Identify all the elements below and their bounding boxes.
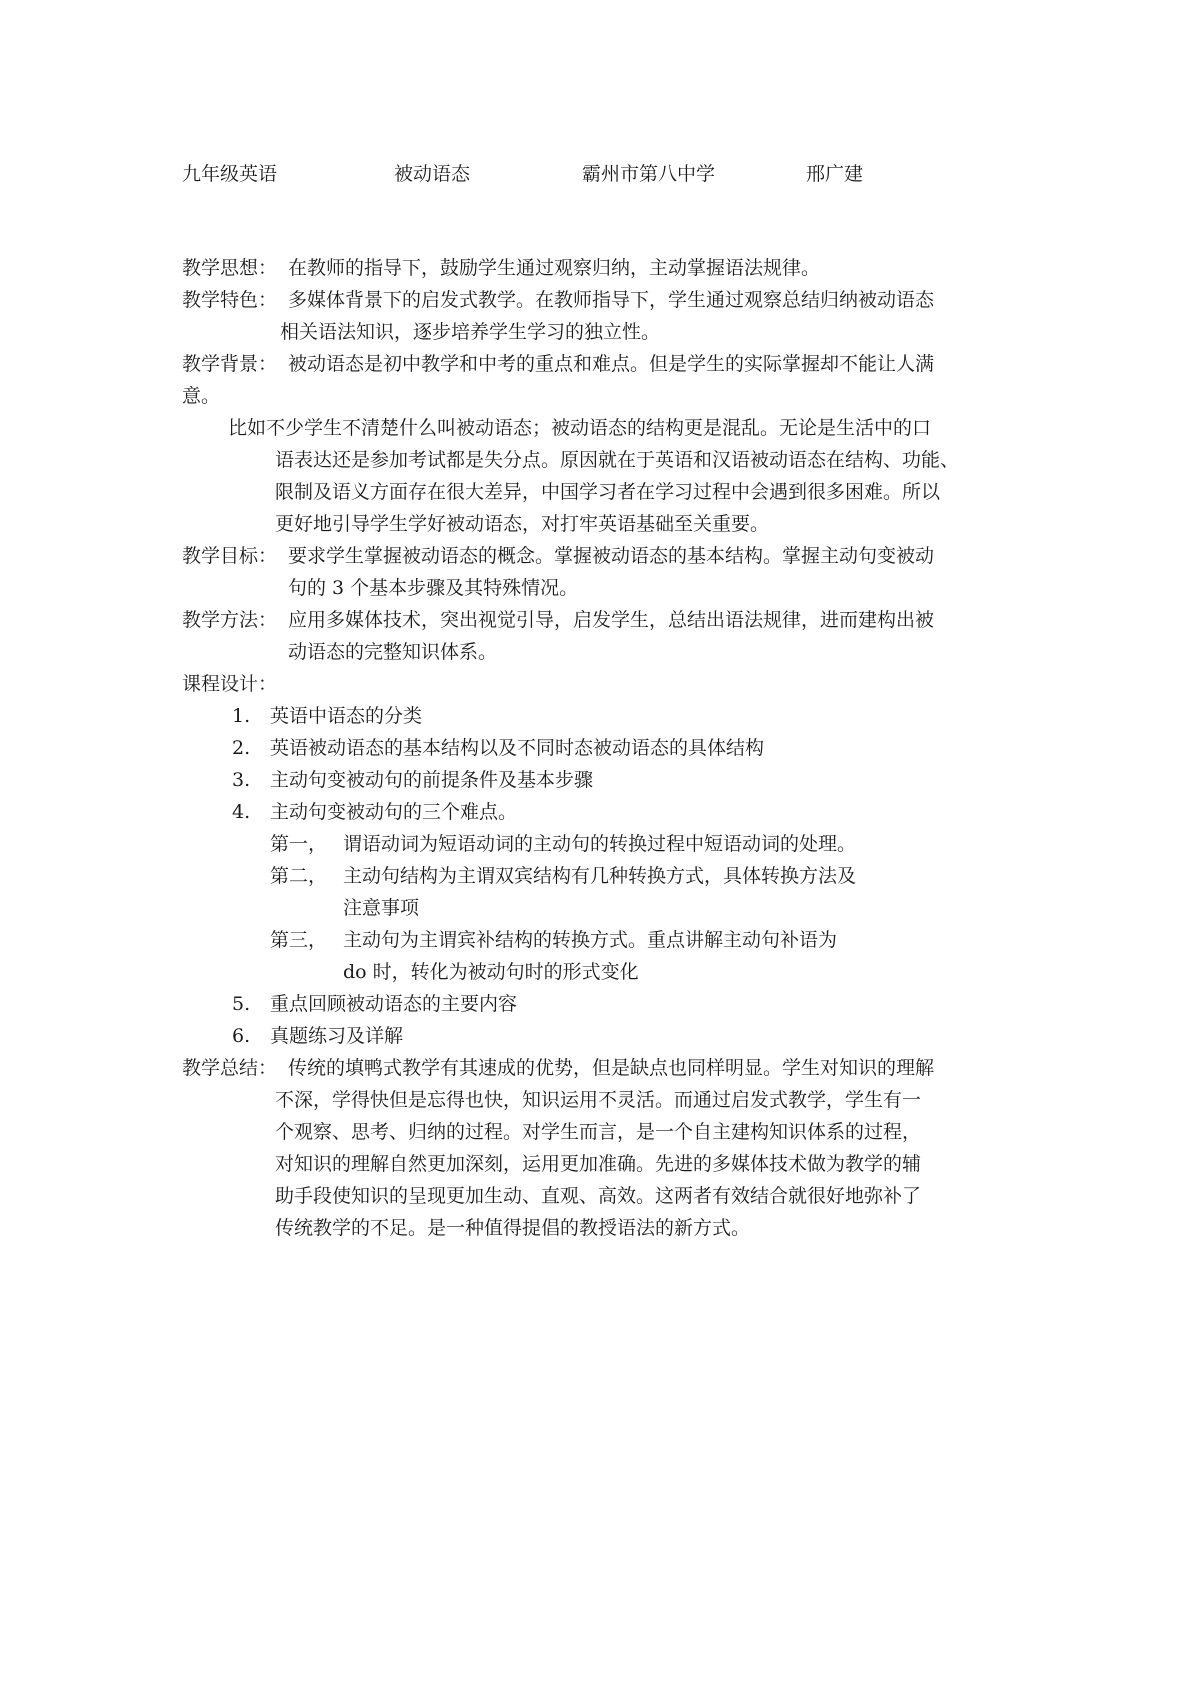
section-design <box>182 668 277 700</box>
section-label: 教学目标： <box>182 545 278 567</box>
list-item-number: 6. <box>232 1025 251 1047</box>
section-goal <box>182 540 934 572</box>
sub-item: 主动句为主谓宾补结构的转换方式。重点讲解主动句补语为 <box>343 929 838 951</box>
list-item: 英语被动语态的基本结构以及不同时态被动语态的具体结构 <box>270 737 765 759</box>
section-text: 更好地引导学生学好被动语态，对打牢英语基础至关重要。 <box>275 513 770 535</box>
section-text: 被动语态是初中教学和中考的重点和难点。但是学生的实际掌握却不能让人满 <box>288 353 935 375</box>
section-text: 传统的填鸭式教学有其速成的优势，但是缺点也同样明显。学生对知识的理解 <box>288 1057 935 1079</box>
section-method <box>182 604 934 636</box>
section-summary <box>182 1052 934 1084</box>
sub-item: 注意事项 <box>343 897 420 919</box>
section-idea <box>182 252 820 284</box>
section-text: 传统教学的不足。是一种值得提倡的教授语法的新方式。 <box>275 1217 751 1239</box>
section-text: 对知识的理解自然更加深刻，运用更加准确。先进的多媒体技术做为教学的辅 <box>275 1153 922 1175</box>
section-text: 多媒体背景下的启发式教学。在教师指导下，学生通过观察总结归纳被动语态 <box>288 289 935 311</box>
list-item-number: 5. <box>232 993 251 1015</box>
section-text: 应用多媒体技术，突出视觉引导，启发学生，总结出语法规律，进而建构出被 <box>288 609 935 631</box>
sub-item: 谓语动词为短语动词的主动句的转换过程中短语动词的处理。 <box>343 833 857 855</box>
list-item: 重点回顾被动语态的主要内容 <box>270 993 518 1015</box>
section-text: 语表达还是参加考试都是失分点。原因就在于英语和汉语被动语态在结构、功能、 <box>275 449 960 471</box>
section-label: 教学总结： <box>182 1057 278 1079</box>
section-text: 意。 <box>182 385 221 407</box>
list-item-number: 4. <box>232 801 251 823</box>
list-item: 主动句变被动句的前提条件及基本步骤 <box>270 769 594 791</box>
section-label: 教学方法： <box>182 609 278 631</box>
list-item-number: 3. <box>232 769 251 791</box>
list-item: 真题练习及详解 <box>270 1025 404 1047</box>
header-subject: 九年级英语 <box>182 163 278 185</box>
section-text: 在教师的指导下，鼓励学生通过观察归纳，主动掌握语法规律。 <box>288 257 821 279</box>
header-teacher: 邢广建 <box>806 163 864 185</box>
sub-item-number: 第三， <box>270 929 328 951</box>
list-item-number: 2. <box>232 737 251 759</box>
section-background <box>182 348 934 380</box>
section-text: 句的 3 个基本步骤及其特殊情况。 <box>288 577 579 599</box>
section-text: 不深，学得快但是忘得也快，知识运用不灵活。而通过启发式教学，学生有一 <box>275 1089 922 1111</box>
list-item: 主动句变被动句的三个难点。 <box>270 801 518 823</box>
section-feature <box>182 284 934 316</box>
section-label: 教学特色： <box>182 289 278 311</box>
header-topic: 被动语态 <box>394 163 471 185</box>
section-label: 教学思想： <box>182 257 278 279</box>
section-text: 比如不少学生不清楚什么叫被动语态；被动语态的结构更是混乱。无论是生活中的口 <box>228 417 932 439</box>
section-text: 要求学生掌握被动语态的概念。掌握被动语态的基本结构。掌握主动句变被动 <box>288 545 935 567</box>
sub-item: 主动句结构为主谓双宾结构有几种转换方式，具体转换方法及 <box>343 865 857 887</box>
section-text: 限制及语义方面存在很大差异，中国学习者在学习过程中会遇到很多困难。所以 <box>275 481 941 503</box>
section-text: 动语态的完整知识体系。 <box>288 641 498 663</box>
list-item-number: 1. <box>232 705 251 727</box>
sub-item-number: 第一， <box>270 833 328 855</box>
list-item: 英语中语态的分类 <box>270 705 423 727</box>
sub-item: do 时，转化为被动句时的形式变化 <box>343 961 639 983</box>
section-label: 课程设计： <box>182 673 278 695</box>
section-text: 个观察、思考、归纳的过程。对学生而言，是一个自主建构知识体系的过程， <box>275 1121 922 1143</box>
section-label: 教学背景： <box>182 353 278 375</box>
header-school: 霸州市第八中学 <box>582 163 716 185</box>
section-text: 相关语法知识，逐步培养学生学习的独立性。 <box>280 321 661 343</box>
section-text: 助手段使知识的呈现更加生动、直观、高效。这两者有效结合就很好地弥补了 <box>275 1185 922 1207</box>
sub-item-number: 第二， <box>270 865 328 887</box>
